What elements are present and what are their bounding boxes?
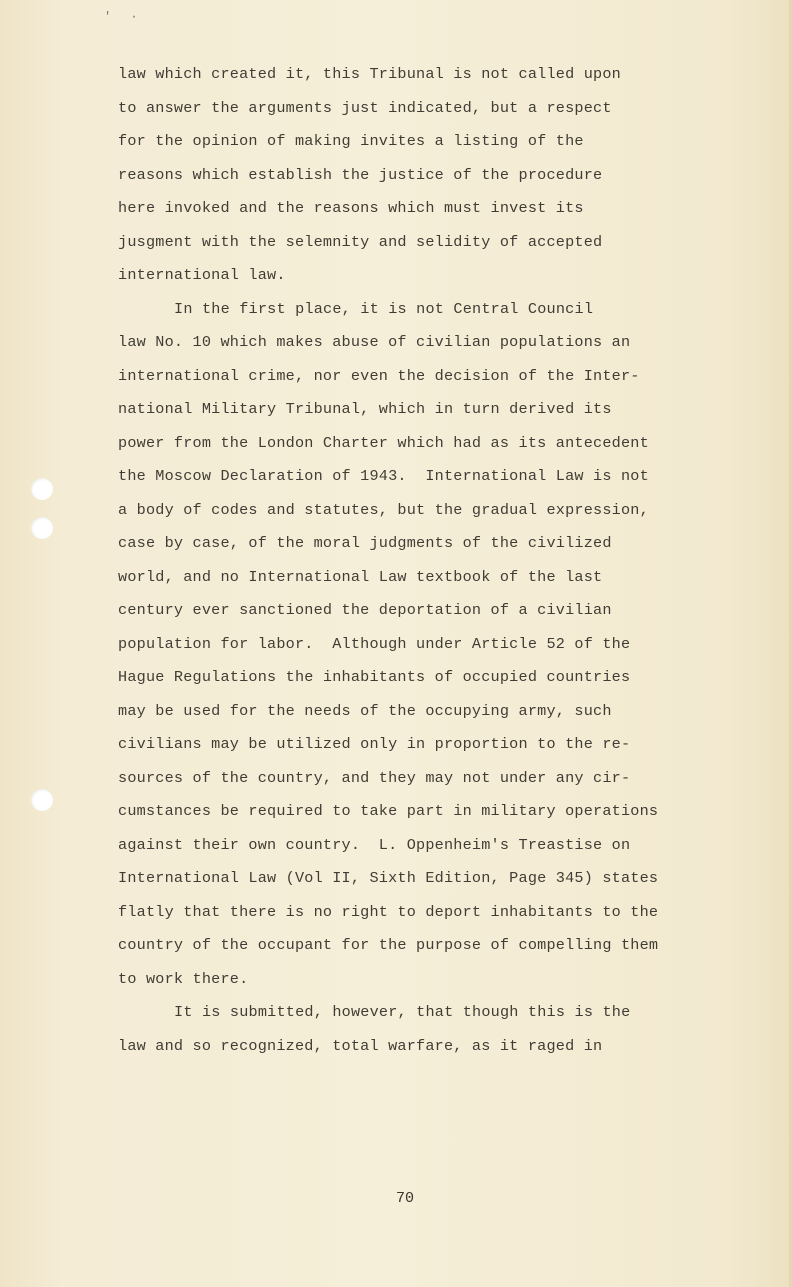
text-line: It is submitted, however, that though this is the	[174, 1003, 631, 1021]
text-line: reasons which establish the justice of the procedure	[118, 165, 603, 184]
punch-hole	[31, 517, 53, 539]
paragraph-1	[118, 58, 718, 293]
text-line: the Moscow Declaration of 1943. International Law is not	[118, 467, 649, 485]
text-line: to answer the arguments just indicated, but a respect	[118, 98, 612, 117]
text-line: to work there.	[118, 969, 249, 988]
punch-hole	[31, 789, 53, 811]
text-line: national Military Tribunal, which in turn derived its	[118, 400, 612, 418]
text-line: cumstances be required to take part in military operations	[118, 802, 659, 820]
text-line: civilians may be utilized only in proportion to the re-	[118, 735, 631, 753]
text-line: country of the occupant for the purpose of compelling them	[118, 936, 659, 954]
page-number: 70	[395, 1190, 414, 1207]
text-line: against their own country. L. Oppenheim's Treastise on	[118, 835, 631, 854]
paragraph-2	[118, 293, 718, 997]
text-line: century ever sanctioned the deportation of a civilian	[118, 601, 612, 619]
text-line: law which created it, this Tribunal is not called upon	[118, 65, 621, 83]
text-line: law No. 10 which makes abuse of civilian populations an	[118, 333, 631, 351]
text-line: International Law (Vol II, Sixth Edition, Page 345) states	[118, 869, 659, 887]
text-line: Hague Regulations the inhabitants of occupied countries	[118, 668, 631, 686]
punch-hole	[31, 478, 53, 500]
text-line: jusgment with the selemnity and selidity of accepted	[118, 232, 603, 251]
text-line: In the first place, it is not Central Council	[174, 299, 594, 318]
paragraph-3	[118, 996, 718, 1063]
text-line: law and so recognized, total warfare, as it raged in	[118, 1036, 603, 1055]
text-line: sources of the country, and they may not under any cir-	[118, 768, 631, 787]
text-line: flatly that there is no right to deport inhabitants to the	[118, 902, 659, 921]
text-line: case by case, of the moral judgments of the civilized	[118, 534, 612, 552]
text-line: may be used for the needs of the occupying army, such	[118, 701, 612, 720]
text-line: here invoked and the reasons which must invest its	[118, 199, 584, 217]
body-text	[118, 58, 718, 1063]
text-line: world, and no International Law textbook of the last	[118, 567, 603, 586]
text-line: international law.	[118, 266, 286, 284]
text-line: population for labor. Although under Article 52 of the	[118, 634, 631, 653]
text-line: for the opinion of making invites a listing of the	[118, 132, 584, 150]
text-line: international crime, nor even the decision of the Inter-	[118, 366, 640, 385]
text-line: power from the London Charter which had as its antecedent	[118, 433, 649, 452]
text-line: a body of codes and statutes, but the gradual expression,	[118, 500, 649, 519]
header-marks: ' ·	[104, 10, 144, 24]
